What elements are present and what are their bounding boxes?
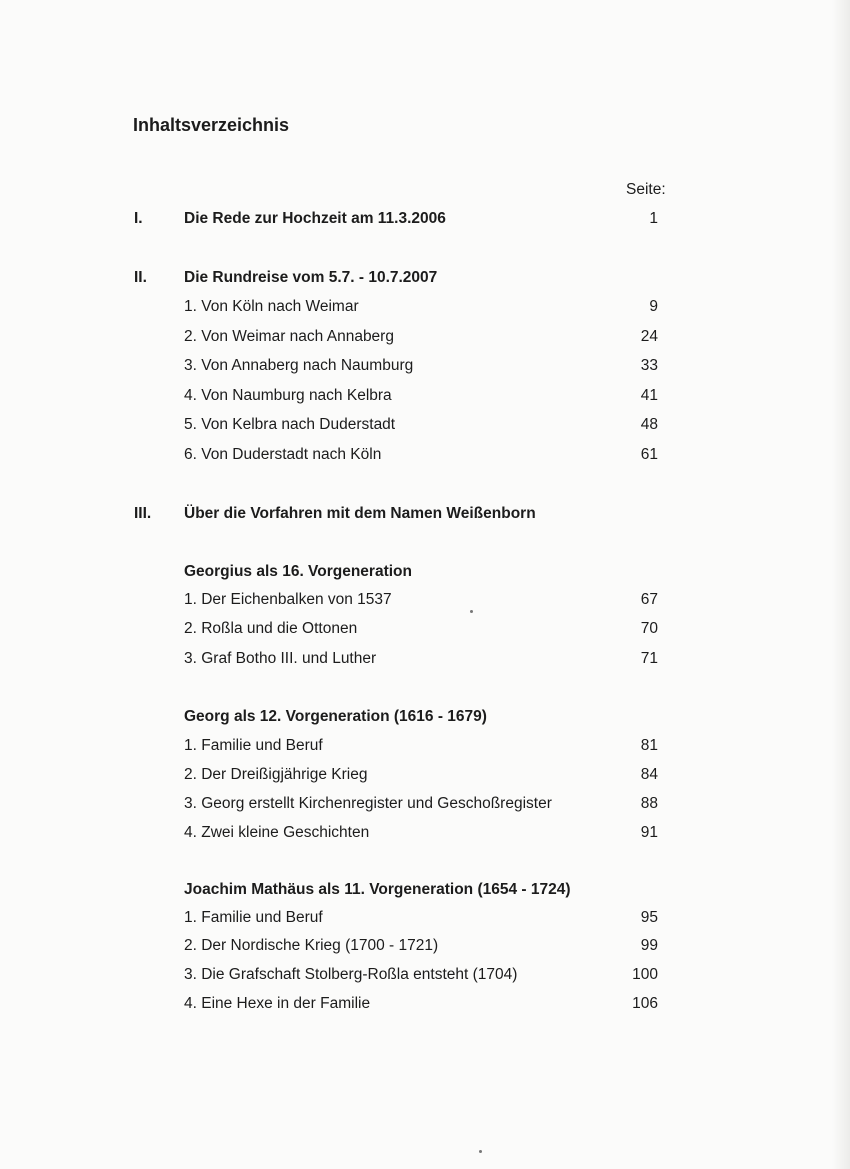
toc-title: Inhaltsverzeichnis: [133, 115, 290, 135]
page-edge-shadow: [832, 0, 850, 1169]
page-number: 9: [649, 298, 658, 315]
toc-entry[interactable]: 2. Der Nordische Krieg (1700 - 1721): [184, 937, 439, 954]
toc-entry[interactable]: 1. Der Eichenbalken von 1537: [184, 591, 392, 608]
toc-entry[interactable]: 3. Georg erstellt Kirchenregister und Geschoßregister: [184, 795, 552, 812]
toc-entry[interactable]: 3. Von Annaberg nach Naumburg: [184, 357, 414, 374]
toc-entry[interactable]: 5. Von Kelbra nach Duderstadt: [184, 416, 396, 433]
section-numeral: III.: [134, 505, 152, 522]
toc-entry[interactable]: 4. Zwei kleine Geschichten: [184, 824, 370, 841]
section-title[interactable]: Die Rede zur Hochzeit am 11.3.2006: [184, 210, 446, 227]
toc-entry[interactable]: 2. Roßla und die Ottonen: [184, 620, 358, 637]
page-number: 106: [632, 995, 658, 1012]
toc-entry[interactable]: 2. Der Dreißigjährige Krieg: [184, 766, 368, 783]
paper-speck: [479, 1150, 482, 1153]
page-number: 33: [640, 357, 658, 374]
subsection-heading[interactable]: Georg als 12. Vorgeneration (1616 - 1679): [184, 708, 487, 725]
page-number: 67: [640, 591, 658, 608]
page-number: 84: [640, 766, 658, 783]
toc-entry[interactable]: 1. Familie und Beruf: [184, 737, 323, 754]
page-number: 48: [640, 416, 658, 433]
toc-entry[interactable]: 1. Familie und Beruf: [184, 909, 323, 926]
page-number: 99: [640, 937, 658, 954]
page-number: 81: [640, 737, 658, 754]
page-number: 1: [649, 210, 658, 227]
page-number: 100: [632, 966, 658, 983]
page-number: 88: [640, 795, 658, 812]
toc-entry[interactable]: 3. Graf Botho III. und Luther: [184, 650, 377, 667]
toc-entry[interactable]: 6. Von Duderstadt nach Köln: [184, 446, 382, 463]
page-number: 70: [640, 620, 658, 637]
page-number: 95: [640, 909, 658, 926]
section-numeral: I.: [134, 210, 143, 227]
toc-entry[interactable]: 2. Von Weimar nach Annaberg: [184, 328, 394, 345]
section-title[interactable]: Die Rundreise vom 5.7. - 10.7.2007: [184, 269, 438, 286]
page-number: 61: [640, 446, 658, 463]
page-number: 41: [640, 387, 658, 404]
paper-speck: [470, 610, 473, 613]
page-column-label: Seite:: [626, 181, 666, 198]
toc-entry[interactable]: 4. Eine Hexe in der Familie: [184, 995, 371, 1012]
page-number: 71: [640, 650, 658, 667]
toc-entry[interactable]: 3. Die Grafschaft Stolberg-Roßla entsteht (1704): [184, 966, 518, 983]
section-title[interactable]: Über die Vorfahren mit dem Namen Weißenborn: [184, 505, 536, 522]
toc-entry[interactable]: 4. Von Naumburg nach Kelbra: [184, 387, 392, 404]
page-number: 91: [640, 824, 658, 841]
toc-entry[interactable]: 1. Von Köln nach Weimar: [184, 298, 359, 315]
subsection-heading[interactable]: Joachim Mathäus als 11. Vorgeneration (1654 - 1724): [184, 881, 571, 898]
section-numeral: II.: [134, 269, 147, 286]
page-number: 24: [640, 328, 658, 345]
subsection-heading[interactable]: Georgius als 16. Vorgeneration: [184, 563, 412, 580]
